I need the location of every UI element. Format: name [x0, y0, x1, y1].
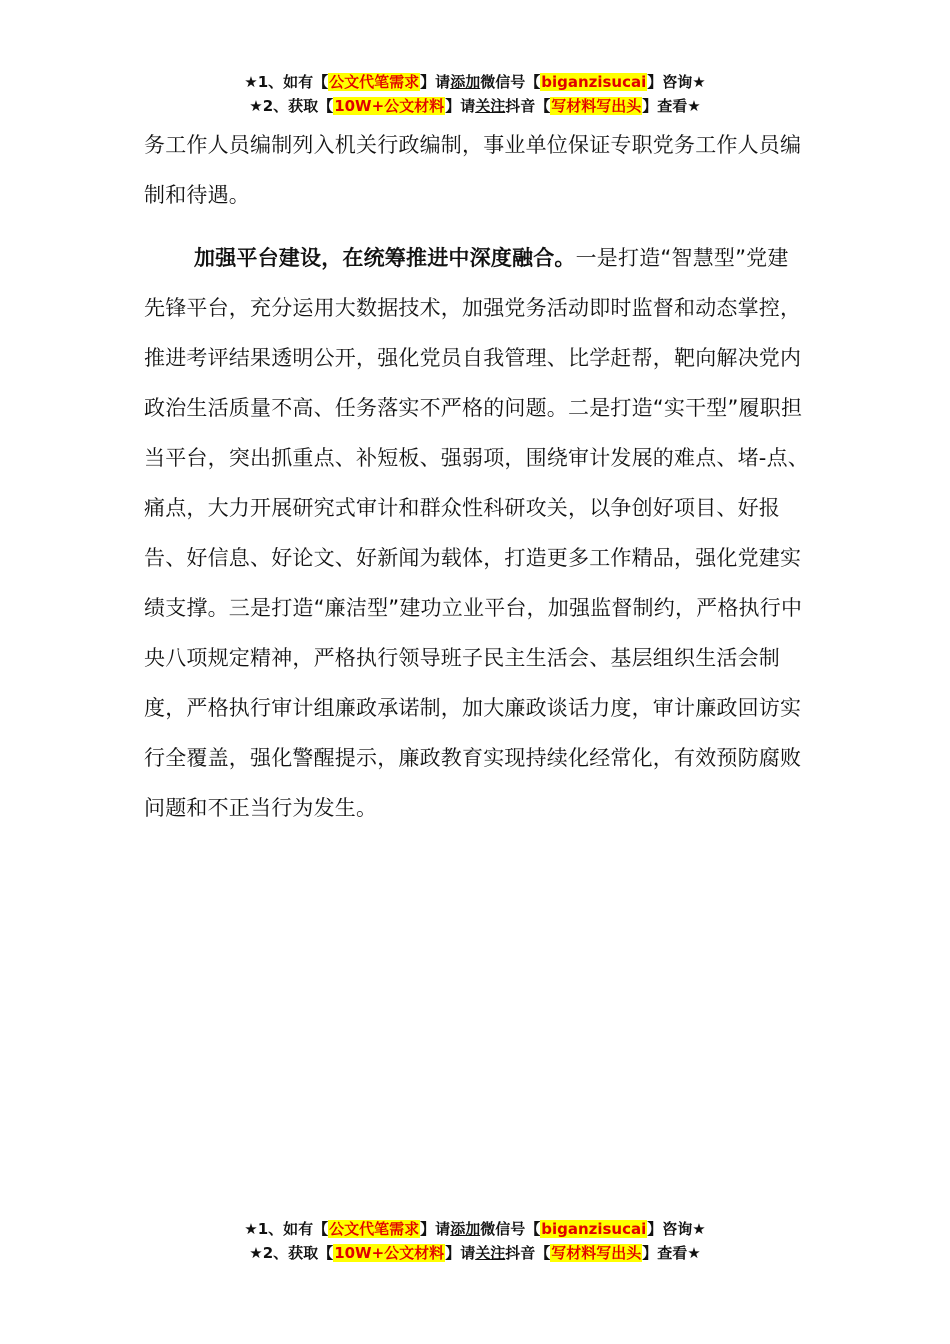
banner-text: ★2、获取【 — [249, 97, 334, 115]
highlight-wechat-id: biganzisucai — [541, 73, 647, 91]
banner-text: 】查看★ — [642, 97, 701, 115]
banner-text: 】咨询★ — [647, 73, 706, 91]
highlight-materials: 10W+公文材料 — [334, 97, 445, 115]
continuation-text: 务工作人员编制列入机关行政编制，事业单位保证专职党务工作人员编制和待遇。 — [144, 133, 802, 207]
banner-text: 】咨询★ — [647, 1220, 706, 1238]
header-banner-line-1 — [0, 70, 950, 94]
platform-paragraph-text — [144, 233, 809, 833]
highlight-douyin: 写材料写出头 — [551, 1244, 642, 1262]
paragraph-body: 一是打造“智慧型”党建先锋平台，充分运用大数据技术，加强党务活动即时监督和动态掌控，推进考评结果透明公开，强化党员自我管理、比学赶帮，靶向解决党内政治生活质量不高、任务落实不严格的问题。二是打造“实干型”履职担当平台，突出抓重点、补短板、强弱项，围绕审计发展的难点、堵-点、痛点，大力开展研究式审计和群众性科研攻关，以争创好项目、好报告、好信息、好论文、好新闻为载体，打造更多工作精品，强化党建实绩支撑。三是打造“廉洁型”建功立业平台，加强监督制约，严格执行中央八项规定精神，严格执行领导班子民主生活会、基层组织生活会制度，严格执行审计组廉政承诺制，加大廉政谈话力度，审计廉政回访实行全覆盖，强化警醒提示，廉政教育实现持续化经常化，有效预防腐败问题和不正当行为发生。 — [144, 246, 809, 820]
platform-paragraph — [144, 233, 809, 833]
banner-text: ★1、如有【 — [244, 1220, 329, 1238]
highlight-service: 公文代笔需求 — [329, 1220, 420, 1238]
banner-text: 】查看★ — [642, 1244, 701, 1262]
footer-banner-line-1 — [0, 1217, 950, 1241]
header-banner-line-2 — [0, 94, 950, 118]
header-banner — [0, 70, 950, 118]
highlight-service: 公文代笔需求 — [329, 73, 420, 91]
highlight-douyin: 写材料写出头 — [551, 97, 642, 115]
paragraph-lead: 加强平台建设，在统筹推进中深度融合。 — [194, 246, 576, 270]
highlight-wechat-id: biganzisucai — [541, 1220, 647, 1238]
footer-banner-line-2 — [0, 1241, 950, 1265]
banner-text: ★2、获取【 — [249, 1244, 334, 1262]
banner-text: ★1、如有【 — [244, 73, 329, 91]
banner-emphasis: 添加 — [450, 1220, 481, 1238]
banner-emphasis: 关注 — [475, 97, 506, 115]
banner-emphasis: 关注 — [475, 1244, 506, 1262]
banner-text: 微信号【 — [480, 1220, 541, 1238]
banner-text: 】请 — [420, 73, 451, 91]
banner-text: 微信号【 — [480, 73, 541, 91]
banner-text: 】请 — [445, 1244, 476, 1262]
banner-text: 抖音【 — [505, 97, 551, 115]
banner-text: 】请 — [445, 97, 476, 115]
footer-banner — [0, 1217, 950, 1265]
highlight-materials: 10W+公文材料 — [334, 1244, 445, 1262]
banner-text: 】请 — [420, 1220, 451, 1238]
continuation-paragraph — [144, 120, 809, 220]
banner-text: 抖音【 — [505, 1244, 551, 1262]
banner-emphasis: 添加 — [450, 73, 481, 91]
